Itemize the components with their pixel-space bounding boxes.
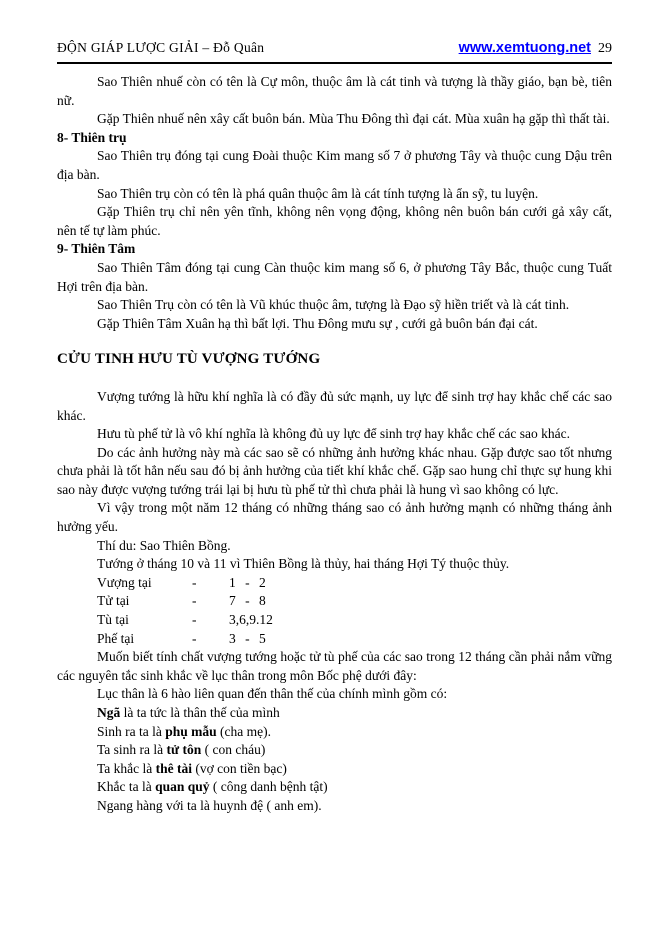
table-row (57, 574, 612, 593)
paragraph: Muốn biết tính chất vượng tướng hoặc tử tù phế của các sao trong 12 tháng cần phải nắm vững các nguyên tắc sinh khắc về lục thân trong môn Bốc phệ dưới đây: (57, 649, 612, 683)
header-rule (57, 62, 612, 64)
rate-value: 3,6,9.12 (229, 612, 273, 628)
paragraph: Tướng ở tháng 10 và 11 vì Thiên Bồng là thủy, hai tháng Hợi Tý thuộc thủy. (97, 556, 510, 572)
table-row (57, 630, 612, 649)
paragraph: Sao Thiên nhuế còn có tên là Cự môn, thuộc âm là cát tinh và tượng là thầy giáo, bạn bè, tiên nữ. (57, 74, 612, 108)
paragraph: Sao Thiên trụ còn có tên là phá quân thuộc âm là cát tính tượng là ẩn sỹ, tu luyện. (97, 185, 539, 201)
paragraph: Gặp Thiên trụ chỉ nên yên tĩnh, không nên vọng động, không nên buôn bán cưới gả xây cất, nên tế tự làm phúc. (57, 204, 612, 238)
item-pre: Sinh ra ta là (97, 723, 166, 739)
table-row (57, 592, 612, 611)
paragraph: Hưu tù phế tử là vô khí nghĩa là không đủ uy lực để sinh trợ hay khắc chế các sao khác. (97, 426, 570, 442)
bold-term: quan quỷ (155, 779, 210, 795)
rate-dash: - (192, 593, 197, 609)
paragraph: Do các ảnh hưởng này mà các sao sẽ có những ảnh hưởng khác nhau. Gặp được sao tốt nhưng chưa phải là tốt hẳn nếu sau đó bị ảnh hưởng của tiết khí khắc chế. Gặp sao hung chỉ thực sự hung khi sao này được vượng tướng trái lại bị hưu tù phế tử thì chưa phải là hung vì sao không có lực. (57, 444, 612, 497)
list-item (57, 760, 612, 779)
rate-value: 1 - 2 (229, 574, 266, 590)
paragraph: Vì vậy trong một năm 12 tháng có những tháng sao có ảnh hưởng mạnh có những tháng ảnh hưởng yếu. (57, 500, 612, 535)
paragraph: Sao Thiên Tâm đóng tại cung Càn thuộc kim mang số 6, ở phương Tây Bắc, thuộc cung Tuất Hợi trên địa bàn. (57, 259, 612, 294)
rate-value: 3 - 5 (229, 630, 266, 646)
paragraph: Gặp Thiên Tâm Xuân hạ thì bất lợi. Thu Đông mưu sự , cưới gả buôn bán đại cát. (97, 315, 538, 331)
section-title: CỬU TINH HƯU TÙ VƯỢNG TƯỚNG (57, 351, 321, 368)
paragraph: Gặp Thiên nhuế nên xây cất buôn bán. Mùa Thu Đông thì đại cát. Mùa xuân hạ gặp thì thất tài. (97, 111, 610, 127)
header-right (459, 40, 612, 57)
item-post: (cha mẹ). (216, 723, 271, 739)
list-item (57, 704, 612, 723)
subheading-thien-tam: 9- Thiên Tâm (57, 241, 136, 257)
list-item (57, 797, 612, 816)
document-title: ĐỘN GIÁP LƯỢC GIẢI – Đỗ Quân (57, 40, 265, 55)
item-pre: Ngang hàng với ta là huynh đệ ( anh em). (97, 797, 322, 813)
rate-dash: - (192, 630, 197, 646)
item-post: (vợ con tiền bạc) (192, 760, 287, 776)
item-post: ( con cháu) (201, 742, 266, 758)
bold-term: Ngã (97, 705, 121, 720)
item-pre: Khắc ta là (97, 779, 156, 795)
website-link[interactable]: www.xemtuong.net (458, 40, 591, 56)
rate-label: Tử tại (97, 593, 130, 609)
luc-than-list (57, 704, 612, 816)
list-item (57, 723, 612, 742)
rate-value: 7 - 8 (229, 593, 266, 609)
rate-label: Vượng tại (97, 574, 152, 590)
paragraph: Thí du: Sao Thiên Bồng. (97, 537, 231, 553)
list-item (57, 741, 612, 760)
document-body (57, 73, 612, 816)
paragraph: Vượng tướng là hữu khí nghĩa là có đầy đủ sức mạnh, uy lực để sinh trợ hay khắc chế các sao khác. (57, 388, 612, 423)
rate-label: Tù tại (97, 612, 129, 628)
rate-table (57, 574, 612, 648)
item-post: là ta tức là thân thế của mình (120, 705, 280, 720)
rate-dash: - (192, 612, 197, 628)
item-pre: Ta khắc là (97, 760, 156, 776)
paragraph: Sao Thiên Trụ còn có tên là Vũ khúc thuộc âm, tượng là Đạo sỹ hiền triết và là cát tinh. (97, 297, 570, 313)
item-pre: Ta sinh ra là (97, 742, 167, 758)
rate-dash: - (192, 574, 197, 590)
paragraph: Sao Thiên trụ đóng tại cung Đoài thuộc Kim mang số 7 ở phương Tây và thuộc cung Dậu trên địa bàn. (57, 148, 612, 182)
rate-label: Phế tại (97, 630, 135, 646)
bold-term: phụ mẫu (165, 723, 217, 739)
item-post: ( công danh bệnh tật) (209, 779, 328, 795)
page-header (57, 40, 612, 57)
bold-term: tử tôn (166, 742, 202, 758)
list-item (57, 778, 612, 797)
table-row (57, 611, 612, 630)
bold-term: thê tài (155, 760, 193, 776)
subheading-thien-tru: 8- Thiên trụ (57, 129, 127, 145)
page-number: 29 (598, 41, 612, 56)
paragraph: Lục thân là 6 hào liên quan đến thân thế của chính mình gồm có: (97, 686, 448, 702)
